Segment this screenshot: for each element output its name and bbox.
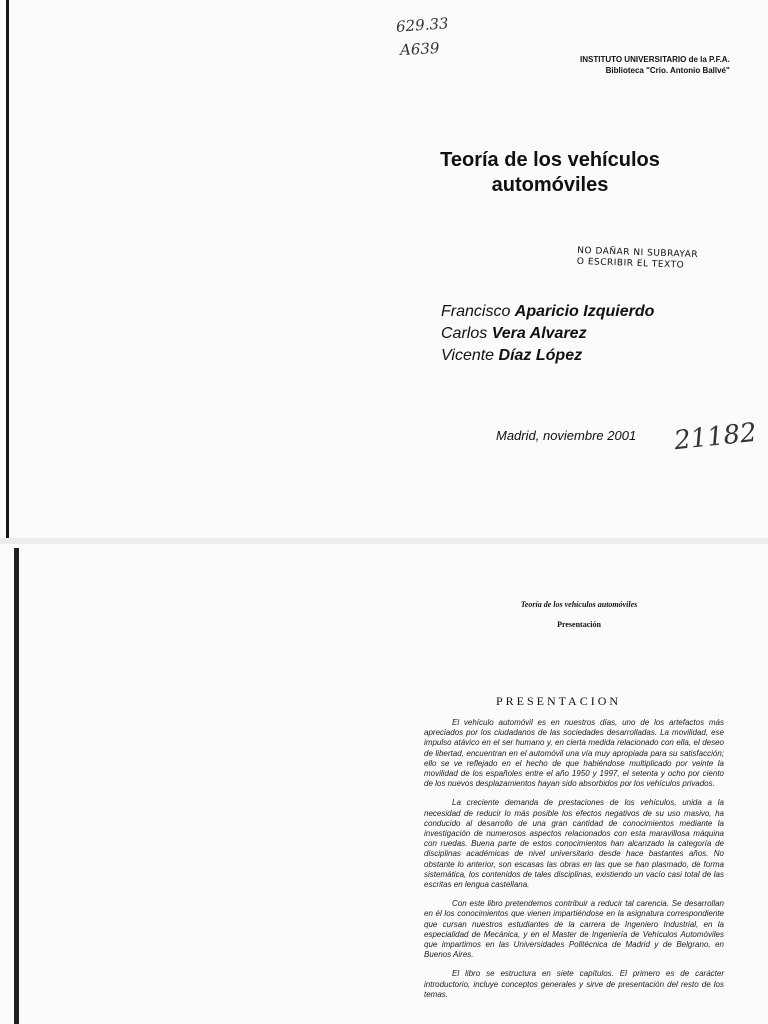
library-stamp xyxy=(580,54,730,76)
notice-line-2: O ESCRIBIR EL TEXTO xyxy=(576,256,685,271)
book-title xyxy=(380,148,720,198)
do-not-mark-notice xyxy=(577,246,699,272)
paragraph: El vehículo automóvil es en nuestros días, uno de los artefactos más apreciados por los ciudadanos de las sociedades desarrolladas. La movilidad, ese impulso atávico en el ser humano y, en cierta medida relacionado con ella, el deseo de libertad, encuentran en el automóvil una vía muy apropiada para su satisfacción; ello se ve reflejado en el hecho de que habiéndose multiplicado por veinte la movilidad de los españoles entre el año 1950 y 1997, el setenta y ocho por ciento de los nuevos desplazamientos hayan sido absorbidos por los vehículos privados. xyxy=(424,718,724,789)
handwritten-inventory-number: 21182 xyxy=(672,417,759,457)
handwritten-call-number-suffix: A639 xyxy=(399,38,440,60)
author xyxy=(441,345,654,367)
running-title: Teoría de los vehículos automóviles xyxy=(520,600,638,609)
presentation-body xyxy=(424,718,724,1009)
author xyxy=(441,323,654,345)
scan-binding-edge xyxy=(14,548,19,1024)
paragraph: La creciente demanda de prestaciones de los vehículos, unida a la necesidad de reducir lo más posible los efectos negativos de su uso masivo, ha conducido al desarrollo de una gran cantidad de conocimientos mediante la investigación de numerosos aspectos relacionados con esta maravillosa máquina con ruedas. Buena parte de estos conocimientos han alcanzado la categoría de disciplinas académicas de nivel universitario desde hace bastantes años. No obstante lo anterior, son escasas las obras en las que se han plasmado, de forma sistemática, los contenidos de tales disciplinas, existiendo un vacío casi total de las escritas en lengua castellana. xyxy=(424,798,724,890)
author-first-name: Vicente xyxy=(441,347,499,364)
handwritten-call-number: 629.33 xyxy=(395,14,450,36)
author-first-name: Francisco xyxy=(441,303,515,320)
stamp-line-1: INSTITUTO UNIVERSITARIO de la P.F.A. xyxy=(580,55,730,64)
paragraph: Con este libro pretendemos contribuir a reducir tal carencia. Se desarrollan en él los conocimientos que vienen impartiéndose en la asignatura correspondiente que cursan nuestros estudiantes de la carrera de Ingeniero Industrial, en la especialidad de Mecánica, y en el Master de Ingeniería de Vehículos Automóviles que impartimos en las Universidades Politécnica de Madrid y de Belgrano, en Buenos Aires. xyxy=(424,899,724,960)
notice-line-1: NO DAÑAR NI SUBRAYAR xyxy=(577,245,699,261)
book-title-line-1: Teoría de los vehículos xyxy=(440,149,660,171)
stamp-line-2: Biblioteca "Crio. Antonio Ballvé" xyxy=(605,66,730,75)
author xyxy=(441,301,654,323)
paragraph: El libro se estructura en siete capítulos. El primero es de carácter introductorio, incluye conceptos generales y sirve de presentación del resto de los temas. xyxy=(424,969,724,999)
section-heading: PRESENTACION xyxy=(496,694,622,708)
author-list xyxy=(441,301,654,367)
author-last-name: Vera Alvarez xyxy=(491,325,587,342)
running-section: Presentación xyxy=(557,620,601,629)
author-first-name: Carlos xyxy=(441,325,492,342)
author-last-name: Aparicio Izquierdo xyxy=(514,303,655,320)
publication-date: Madrid, noviembre 2001 xyxy=(496,428,637,443)
author-last-name: Díaz López xyxy=(498,347,583,364)
book-title-line-2: automóviles xyxy=(491,174,609,196)
scan-binding-edge xyxy=(6,0,9,540)
